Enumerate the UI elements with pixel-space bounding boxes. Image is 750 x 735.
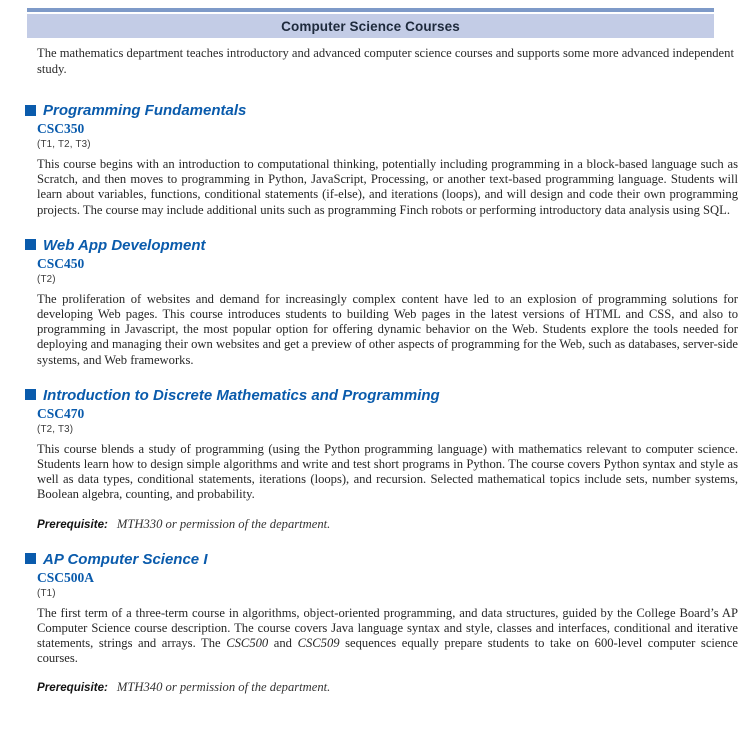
course-catalog-page (0, 8, 750, 695)
prerequisite-line (37, 679, 738, 695)
course-code: CSC350 (37, 121, 85, 136)
description-text: The first term of a three-term course in algorithms, object-oriented programming, and data structures, guided by the College Board’s AP Computer Science course description. The course covers Java language syntax and style, classes and interfaces, conditional and iterative statements, strings and arrays. The (37, 605, 738, 651)
course-code-reference: CSC509 (297, 636, 340, 651)
course-terms: (T2) (37, 273, 56, 285)
course-title-label: Programming Fundamentals (43, 102, 247, 119)
square-bullet-icon (25, 553, 36, 564)
course-title (25, 552, 738, 567)
course-code: CSC500A (37, 569, 95, 585)
prerequisite-text: MTH330 or permission of the department. (116, 516, 331, 531)
course-description: The proliferation of websites and demand for increasingly complex content have led to an explosion of programming solutions for developing Web pages. This course introduces students to building Web pages in the latest versions of HTML and CSS, and also to programming in Javascript, the most popular option for offering dynamic behavior on the Web. Students explore the tools needed for deploying and managing their own websites and get a preview of other aspects of programming for the Web, such as databases, server-side systems, and Web frameworks. (37, 291, 738, 367)
course-title-label: AP Computer Science I (43, 550, 208, 568)
course-code: CSC470 (37, 405, 85, 421)
square-bullet-icon (25, 105, 36, 116)
intro-paragraph: The mathematics department teaches introductory and advanced computer science courses and supports some more advanced independent study. (37, 46, 734, 76)
course-title-label: Introduction to Discrete Mathematics and Programming (43, 386, 440, 404)
course-title-label: Web App Development (43, 236, 206, 254)
course-section-ap-computer-science-1 (25, 552, 738, 696)
course-section-discrete-mathematics (25, 388, 738, 532)
prerequisite-line (37, 516, 738, 532)
top-rule (27, 8, 714, 12)
section-banner (27, 14, 714, 38)
course-description: This course blends a study of programming (using the Python programming language) with mathematics relevant to computer science. Students learn how to design simple algorithms and write and test short programs in Python. The course covers Python syntax and style as well as data types, conditional statements, iterations (loops), and recursion. Selected mathematical topics include sets, number systems, Boolean algebra, counting, and probability. (37, 441, 738, 502)
course-section-web-app-development (25, 238, 738, 368)
square-bullet-icon (25, 389, 36, 400)
course-section-programming-fundamentals (25, 103, 738, 218)
course-code: CSC450 (37, 255, 85, 271)
course-terms: (T2, T3) (37, 423, 74, 435)
course-title (25, 388, 738, 403)
prerequisite-label: Prerequisite: (37, 517, 108, 531)
banner-title: Computer Science Courses (281, 18, 460, 34)
course-code-reference: CSC500 (226, 636, 269, 651)
course-terms: (T1, T2, T3) (37, 139, 91, 150)
course-description: This course begins with an introduction to computational thinking, potentially including programming in a block-based language such as Scratch, and then moves to programming in Python, JavaScript, Processing, or another text-based programming language. Students will learn about variables, functions, conditional statements (if-else), and iterations (loops), and will design and code their own programming projects. The course may include additional units such as programming Finch robots or performing introductory data analysis using SQL. (37, 157, 738, 217)
description-text: and (268, 636, 298, 651)
prerequisite-label: Prerequisite: (37, 681, 108, 695)
square-bullet-icon (25, 239, 36, 250)
description-text: sequences equally prepare students to take on 600-level computer science courses. (37, 636, 738, 666)
course-title (25, 103, 738, 118)
course-description (37, 606, 738, 667)
course-terms: (T1) (37, 587, 56, 599)
course-title (25, 238, 738, 253)
prerequisite-text: MTH340 or permission of the department. (116, 680, 331, 695)
